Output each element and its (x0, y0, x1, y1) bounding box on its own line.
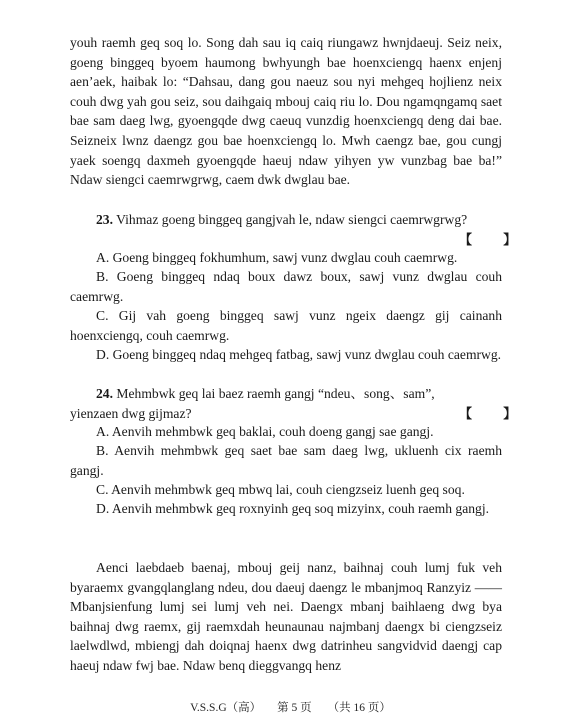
question-24-option-c: C. Aenvih mehmbwk geq mbwq lai, couh ciengzseiz luenh geq soq. (96, 482, 465, 497)
question-24-option-a: A. Aenvih mehmbwk geq baklai, couh doeng gangj sae gangj. (96, 424, 434, 439)
question-24-option-b: B. Aenvih mehmbwk geq saet bae sam daeg lwg, ukluenh cix raemh gangj. (70, 443, 502, 478)
question-23-option-b: B. Goeng binggeq ndaq boux dawz boux, sawj vunz dwglau couh caemrwg. (70, 269, 502, 304)
question-23-answer-bracket: 【 】 (459, 232, 531, 247)
question-23-option-c: C. Gij vah goeng binggeq sawj vunz ngeix daengz gij cainanh hoenxciengq, couh caemrwg. (70, 308, 502, 343)
question-24-option-d: D. Aenvih mehmbwk geq roxnyinh geq soq mizyinx, couh raemh gangj. (96, 501, 490, 516)
passage-bottom: Aenci laebdaeb baenaj, mbouj geij nanz, baihnaj couh lumj fuk veh byaraemx gvangqlanglang ndeu, dou daeuj daengz le mbanjmoq Ranzyiz —— Mbanjsienfung lumj sei lumj veh nei. Daengx mbanj baihlaeng dwg bya baihnaj dwg raemx, gij raemxdah heunaunau najmbanj daengx bi ciengzseiz laelwdlwd, mbiengj dah doiqnaj haenx dwg datrinheu sangvidvid daengj cap haeuj ndaw fwj bae. Ndaw benq dieggvangq henz (70, 560, 502, 673)
question-24-number: 24. (96, 386, 113, 401)
footer-page-number: 第 5 页 (277, 702, 312, 714)
footer-code: V.S.S.G（高） (190, 702, 262, 714)
question-23-number: 23. (96, 212, 113, 227)
question-24-stem: Mehmbwk geq lai baez raemh gangj “ndeu、song、sam”, yienzaen dwg gijmaz? (70, 386, 435, 421)
passage-top: youh raemh geq soq lo. Song dah sau iq caiq riungawz hwnjdaeuj. Seiz neix, goeng binggeq byoem haumong bwhyungh bae hoenxciengq haenx enjenj aen’aek, haibak lo: “Dahsau, dang gou naeuz sou nyi mehgeq hojlienz neix couh dwg yah gou seiz, sou daihgaiq mbouj caiq riu lo. Dou ngamqngamq saet bae sam daeg lwg, gyoengqde dwg caeuq vunzdig hoenxciengq deng dai bae. Seizneix lwnz daengz gou bae hoenxciengq lo. Mwh caengz bae, gou cungj yaek soengq daxmeh gyoengqde haeuj ndaw yihyen yw vunzbag bae ba!” Ndaw siengci caemrwgrwg, caem dwk dwglau bae. (70, 35, 502, 188)
footer-total-pages: （共 16 页） (327, 702, 391, 714)
question-23-option-d: D. Goeng binggeq ndaq mehgeq fatbag, sawj vunz dwglau couh caemrwg. (96, 347, 502, 362)
question-24-answer-bracket: 【 】 (459, 406, 531, 421)
question-23 (70, 210, 502, 230)
question-23-stem: Vihmaz goeng binggeq gangjvah le, ndaw siengci caemrwgrwg? (116, 212, 468, 227)
page-footer (0, 699, 581, 715)
question-23-option-a: A. Goeng binggeq fokhumhum, sawj vunz dwglau couh caemrwg. (96, 250, 458, 265)
question-24 (70, 384, 470, 423)
